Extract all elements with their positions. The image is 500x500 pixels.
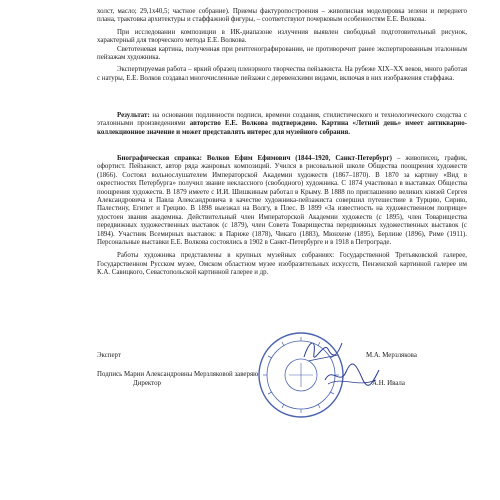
biography-label: Биографическая справка: Волков Ефим Ефимович (1844–1920, Санкт-Петербург) [117, 155, 392, 162]
paragraph-technique: холст, масло; 29,1х40,5; частное собрание). Приемы фактуропостроения – живописная моделировка зелени и переднего плана, трактовка архитектуры и стаффажной фигуры, – соответствуют почерковым особенностям Е.Е. Волкова. [97, 8, 467, 24]
analysis-section [97, 8, 467, 83]
paragraph-infrared: При исследовании композиции в ИК-диапазоне излучения выявлен свободный подготовительный рисунок, характерный для творческого метода Е.Е. Волкова. [97, 28, 467, 45]
result-text: на основании подлинности подписи, времени создания, стилистического и технологического сходства с эталонными произведениями [97, 112, 467, 128]
paragraph-museums: Работы художника представлены в крупных музейных собраниях: Государственной Третьяковской галерее, Государственном Русском музее, Омском областном музее изобразительных искусств, Пензенской картинной галерее им К.А. Савицкого, Севастопольской картинной галерее и др. [97, 252, 467, 277]
director-label: Директор [133, 380, 161, 387]
paragraph-plein-air: Экспертируемая работа – яркий образец пленэрного творчества пейзажиста. На рубеже XIX–XX веков, много работая с натуры, Е.Е. Волков создавал многочисленные пейзажи с деревенскими видами, включая в них изображения стаффажа. [97, 66, 467, 82]
result-conclusion: авторство Е.Е. Волкова подтверждено. Картина «Летний день» имеет антикварно-коллекционное значение и может представлять интерес для музейного собрания. [97, 120, 467, 136]
director-signature-icon [322, 360, 382, 390]
biography-text: – живописец, график, офортист. Пейзажист, автор ряда жанровых композиций. Учился в рисовальной школе Общества поощрения художеств (1866). Состоял вольнослушателем Императорской Академии художеств (1867–1870). В 1870 за картину «Вид в окрестностях Петербурга» получил звание неклассного (свободного) художника. С 1874 участвовал в выставках Общества поощрения художеств. В 1879 имеете с И.И. Шишкиным работал в Крыму. В 1888 по приглашению великих князей Сергея Александровича и Павла Александровича в качестве художника-пейзажиста совершил путешествие в Турцию, Сирию, Палестину, Египет и Грецию. В 1898 выезжал на Волгу, в Плес. В 1899 «За известность на художественном поприще» удостоен звания академика. Действительный член Императорской Академии художеств (с 1895), член Товарищества передвижных художественных выставок (с 1879), член Совета Товарищества передвижных художественных выставок (с 1894). Участник Всемирных выставок: в Париже (1878), Чикаго (1883), Мюнхене (1895), Берлине (1896), Риме (1911). Персональные выставки Е.Е. Волкова состоялись в 1902 в Санкт-Петербурге и в 1918 в Петрограде. [97, 155, 468, 247]
director-name: А.Н. Ивала [372, 380, 405, 387]
biography-section [97, 155, 467, 278]
certification-text: Подпись Марии Александровны Мерзляковой заверяю [97, 371, 259, 378]
result-label: Результат: [117, 112, 150, 119]
result-section [97, 112, 467, 137]
expert-label: Эксперт [97, 352, 121, 359]
expert-name: М.А. Мерзлякова [366, 352, 417, 359]
paragraph-xray: Светотеневая картина, полученная при рентгенографировании, не противоречит ранее экспертированным эталонным пейзажам художника. [97, 45, 467, 62]
